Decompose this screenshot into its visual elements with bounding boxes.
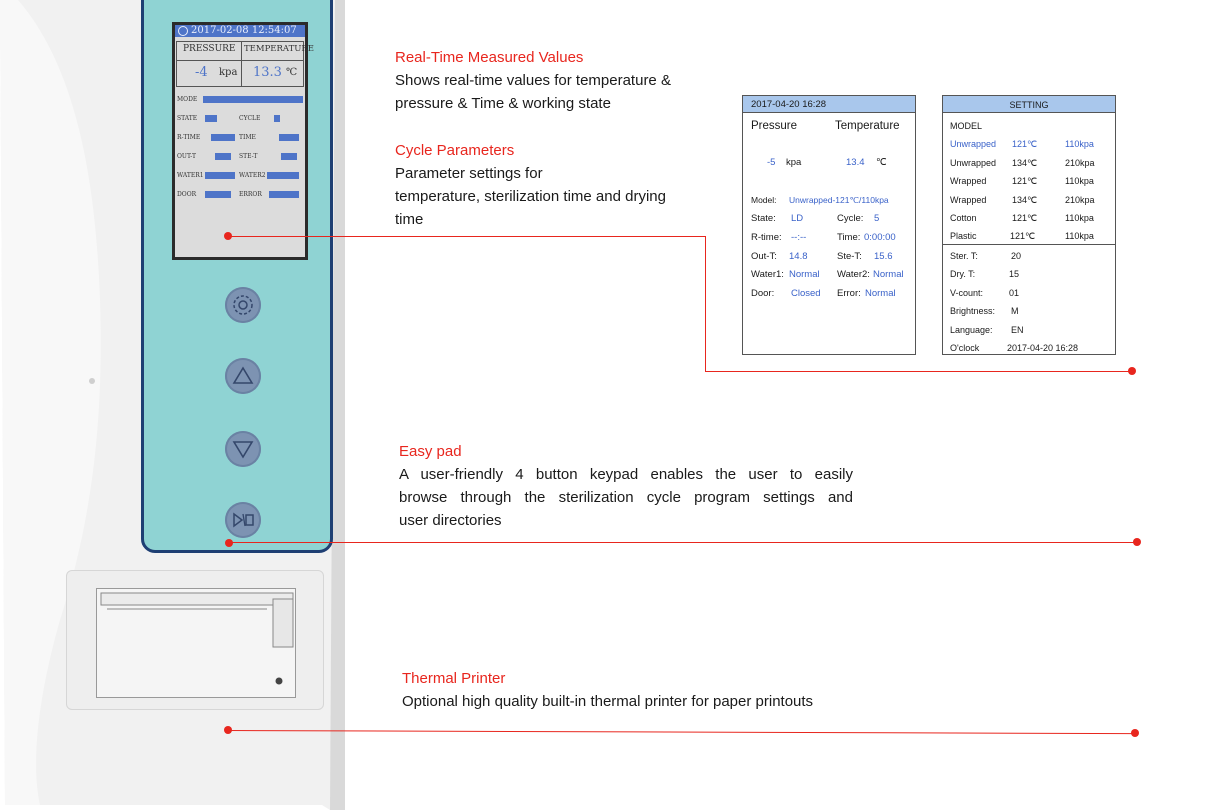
param-label: Language: (950, 325, 993, 335)
cycle-title: Cycle Parameters (395, 142, 515, 159)
status-panel (742, 95, 916, 355)
setting-panel (942, 95, 1116, 355)
status-time-label: Time: (837, 232, 861, 243)
lcd-row-time: TIME (239, 134, 256, 141)
lcd-temperature-unit: ℃ (286, 67, 298, 78)
status-water2-label: Water2: (837, 269, 870, 280)
printer-connector-dot-end (1131, 729, 1139, 737)
easypad-connector-line (229, 542, 1135, 543)
model-row-temp: 121℃ (1012, 213, 1038, 223)
cycle-connector-dot-end (1128, 367, 1136, 375)
lcd-row-mode: MODE (177, 96, 198, 103)
status-cycle-value: 5 (874, 213, 880, 224)
easypad-title: Easy pad (399, 443, 462, 460)
model-row-name[interactable]: Wrapped (950, 195, 987, 205)
status-pressure-unit: kpa (786, 157, 802, 168)
status-error-label: Error: (837, 288, 861, 299)
triangle-down-icon (225, 431, 261, 467)
triangle-up-icon (225, 358, 261, 394)
status-cycle-label: Cycle: (837, 213, 864, 224)
lcd-temperature-label: TEMPERATURE (244, 44, 315, 54)
model-row-pressure: 110kpa (1065, 231, 1094, 241)
setting-model-header: MODEL (950, 121, 983, 131)
lcd-datetime: 2017-02-08 12:54:07 (191, 25, 297, 36)
status-state-value: LD (791, 213, 804, 224)
lcd-pressure-label: PRESSURE (183, 44, 236, 54)
lcd-row-water1: WATER1 (177, 172, 204, 179)
model-row-name[interactable]: Unwrapped (950, 158, 997, 168)
model-row-pressure: 110kpa (1065, 213, 1094, 223)
gear-icon (225, 287, 261, 323)
model-row-name[interactable]: Cotton (950, 213, 977, 223)
status-stet-label: Ste-T: (837, 251, 862, 262)
status-datetime: 2017-04-20 16:28 (751, 99, 827, 110)
lcd-readout-grid (176, 41, 315, 87)
model-row-name[interactable]: Unwrapped (950, 139, 997, 149)
lcd-header (175, 25, 305, 37)
status-door-label: Door: (751, 288, 775, 299)
status-state-label: State: (751, 213, 776, 224)
lcd-pressure-unit: kpa (219, 67, 238, 78)
easypad-connector-dot-start (225, 539, 233, 547)
status-model-value: Unwrapped-121℃/110kpa (789, 195, 889, 205)
cycle-connector-vertical (705, 236, 706, 372)
param-value[interactable]: EN (1011, 325, 1024, 335)
cycle-connector-line-lower (705, 371, 1132, 372)
param-value[interactable]: M (1011, 306, 1019, 316)
model-row-pressure: 210kpa (1065, 195, 1095, 205)
model-row-name[interactable]: Plastic (950, 231, 977, 241)
param-value[interactable]: 01 (1009, 288, 1020, 298)
lcd-pressure-value: -4 (195, 65, 208, 80)
lcd-row-error: ERROR (239, 191, 262, 198)
lcd-row-door: DOOR (177, 191, 197, 198)
model-row-temp: 121℃ (1012, 176, 1038, 186)
status-door-value: Closed (791, 288, 821, 299)
lcd-row-stet: STE-T (239, 153, 258, 160)
model-row-pressure: 110kpa (1065, 139, 1094, 149)
easypad-connector-dot-end (1133, 538, 1141, 546)
status-temperature-unit: ℃ (876, 157, 887, 168)
cycle-connector-line (228, 236, 706, 237)
status-temperature-value: 13.4 (846, 157, 865, 168)
printer-connector-line (228, 730, 1134, 734)
lcd-temperature-value: 13.3 (253, 65, 282, 80)
param-label: O'clock (950, 343, 980, 353)
status-outt-label: Out-T: (751, 251, 777, 262)
status-rtime-label: R-time: (751, 232, 782, 243)
model-row-pressure: 110kpa (1065, 176, 1094, 186)
printer-description: Optional high quality built-in thermal printer for paper printouts (402, 693, 814, 710)
param-label: V-count: (950, 288, 984, 298)
settings-button[interactable] (225, 287, 261, 323)
setting-title: SETTING (1009, 100, 1049, 110)
status-water1-value: Normal (789, 269, 820, 280)
lcd-row-state: STATE (177, 115, 198, 122)
printer-icon (97, 589, 297, 699)
param-label: Dry. T: (950, 269, 976, 279)
model-row-temp: 134℃ (1012, 158, 1038, 168)
param-label: Brightness: (950, 306, 996, 316)
start-stop-button[interactable] (225, 502, 261, 538)
lcd-row-cycle: CYCLE (239, 115, 261, 122)
thermal-printer[interactable] (96, 588, 296, 698)
lcd-row-water2: WATER2 (239, 172, 266, 179)
down-button[interactable] (225, 431, 261, 467)
param-value[interactable]: 15 (1009, 269, 1020, 279)
model-row-pressure: 210kpa (1065, 158, 1095, 168)
printer-title: Thermal Printer (402, 670, 506, 687)
status-temperature-label: Temperature (835, 120, 900, 132)
play-stop-icon (225, 502, 261, 538)
realtime-title: Real-Time Measured Values (395, 49, 584, 66)
status-rtime-value: --:-- (791, 232, 807, 243)
up-button[interactable] (225, 358, 261, 394)
status-model-label: Model: (751, 195, 777, 205)
easypad-description: A user-friendly 4 button keypad enables the user to easily browse through the sterilization cycle program settings and user directories (399, 466, 853, 529)
model-row-temp: 134℃ (1012, 195, 1038, 205)
model-row-temp: 121℃ (1012, 139, 1038, 149)
lcd-screen (172, 22, 315, 260)
param-label: Ster. T: (950, 251, 978, 261)
status-error-value: Normal (865, 288, 896, 299)
model-row-temp: 121℃ (1010, 231, 1036, 241)
param-value[interactable]: 2017-04-20 16:28 (1007, 343, 1079, 353)
status-stet-value: 15.6 (874, 251, 893, 262)
realtime-description: Shows real-time values for temperature & pressure & Time & working state (395, 72, 671, 112)
setting-divider (943, 244, 1115, 245)
clock-icon (178, 26, 188, 36)
param-value[interactable]: 20 (1011, 251, 1022, 261)
lcd-row-outt: OUT-T (177, 153, 197, 160)
cycle-description: Parameter settings for temperature, sterilization time and drying time (395, 165, 666, 228)
status-pressure-value: -5 (767, 157, 776, 168)
status-water1-label: Water1: (751, 269, 784, 280)
status-water2-value: Normal (873, 269, 904, 280)
lcd-row-rtime: R-TIME (177, 134, 201, 141)
status-outt-value: 14.8 (789, 251, 808, 262)
model-row-name[interactable]: Wrapped (950, 176, 987, 186)
status-pressure-label: Pressure (751, 120, 798, 132)
status-time-value: 0:00:00 (864, 232, 896, 243)
